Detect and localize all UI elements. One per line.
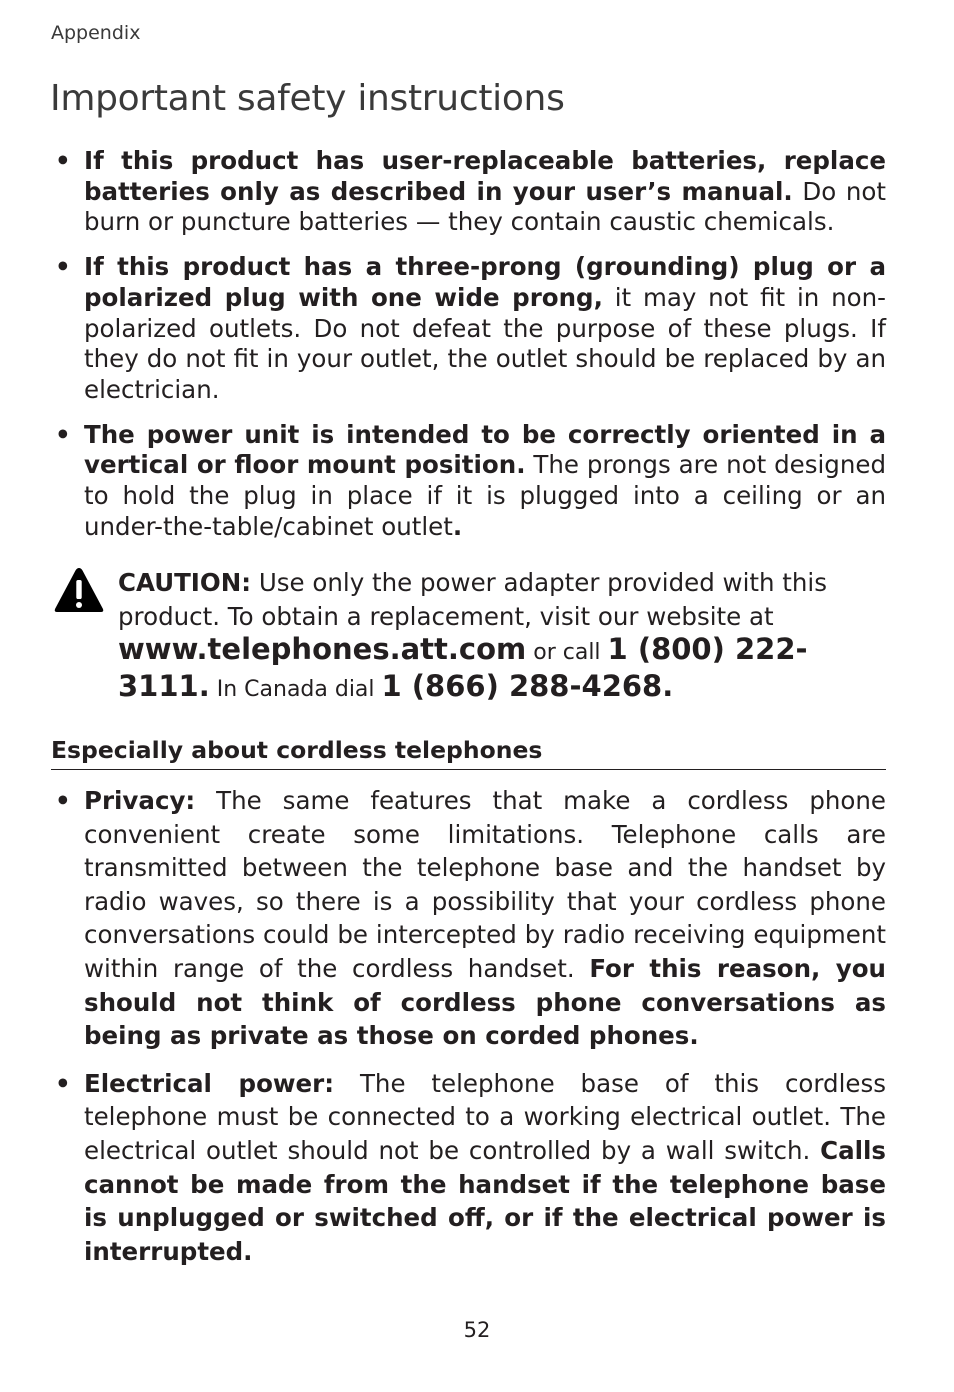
list-item bbox=[52, 1067, 886, 1269]
page-title: Important safety instructions bbox=[50, 78, 565, 119]
list-item bbox=[52, 252, 886, 406]
caution-label: CAUTION: bbox=[118, 568, 252, 597]
item-text: it may not fit in non-polarized outlets. Do not defeat the purpose of these plugs. If they do not fit in your outlet, the outlet should be replaced by an electrician. bbox=[84, 282, 886, 404]
section-label: Appendix bbox=[51, 22, 141, 44]
page-number: 52 bbox=[463, 1318, 491, 1342]
safety-list bbox=[52, 146, 886, 556]
item-label: Electrical power: bbox=[84, 1068, 335, 1098]
item-bold-tail: Calls cannot be made from the handset if the telephone base is unplugged or switched off, or if the electrical power is interrupted. bbox=[84, 1135, 886, 1266]
item-bold-lead: If this product has a three-prong (grounding) plug or a polarized plug with one wide prong, bbox=[84, 252, 886, 312]
section-heading: Especially about cordless telephones bbox=[51, 736, 886, 770]
caution-text bbox=[118, 566, 838, 706]
item-text: The telephone base of this cordless telephone must be connected to a working electrical outlet. The electrical outlet should not be controlled by a wall switch. bbox=[84, 1068, 887, 1165]
canada-text: In Canada dial bbox=[209, 676, 382, 702]
bullet: • bbox=[55, 1068, 71, 1098]
warning-triangle-icon bbox=[53, 566, 105, 614]
list-item bbox=[52, 784, 886, 1053]
item-text: The prongs are not designed to hold the plug in place if it is plugged into a ceiling or an under-the-table/cabinet outlet bbox=[84, 450, 887, 541]
caution-body: Use only the power adapter provided with this product. To obtain a replacement, visit our website at bbox=[118, 568, 828, 631]
phone-us: 1 (800) 222-3111. bbox=[118, 632, 808, 703]
item-text: Do not burn or puncture batteries — they contain caustic chemicals. bbox=[84, 176, 886, 237]
item-label: Privacy: bbox=[84, 786, 196, 815]
cordless-list bbox=[52, 784, 886, 1282]
item-bold-tail: For this reason, you should not think of cordless phone conversations as being as private as those on corded phones. bbox=[84, 953, 886, 1051]
bullet: • bbox=[55, 786, 71, 815]
item-bold-lead: If this product has user-replaceable batteries, replace batteries only as described in your user’s manual. bbox=[84, 146, 886, 206]
website-link[interactable]: www.telephones.att.com bbox=[118, 632, 527, 666]
item-end-punctuation: . bbox=[452, 511, 463, 541]
bullet: • bbox=[55, 146, 71, 175]
list-item bbox=[52, 420, 886, 543]
bullet: • bbox=[55, 419, 71, 449]
phone-canada: 1 (866) 288-4268. bbox=[381, 668, 674, 703]
or-call-text: or call bbox=[526, 640, 608, 665]
item-bold-lead: The power unit is intended to be correctly oriented in a vertical or floor mount position. bbox=[84, 419, 886, 480]
item-text: The same features that make a cordless phone convenient create some limitations. Telephone calls are transmitted between the telephone base and the handset by radio waves, so there is a possibility that your cordless phone conversations could be intercepted by radio receiving equipment within range of the cordless handset. bbox=[84, 786, 886, 983]
list-item bbox=[52, 146, 886, 238]
bullet: • bbox=[55, 252, 71, 282]
